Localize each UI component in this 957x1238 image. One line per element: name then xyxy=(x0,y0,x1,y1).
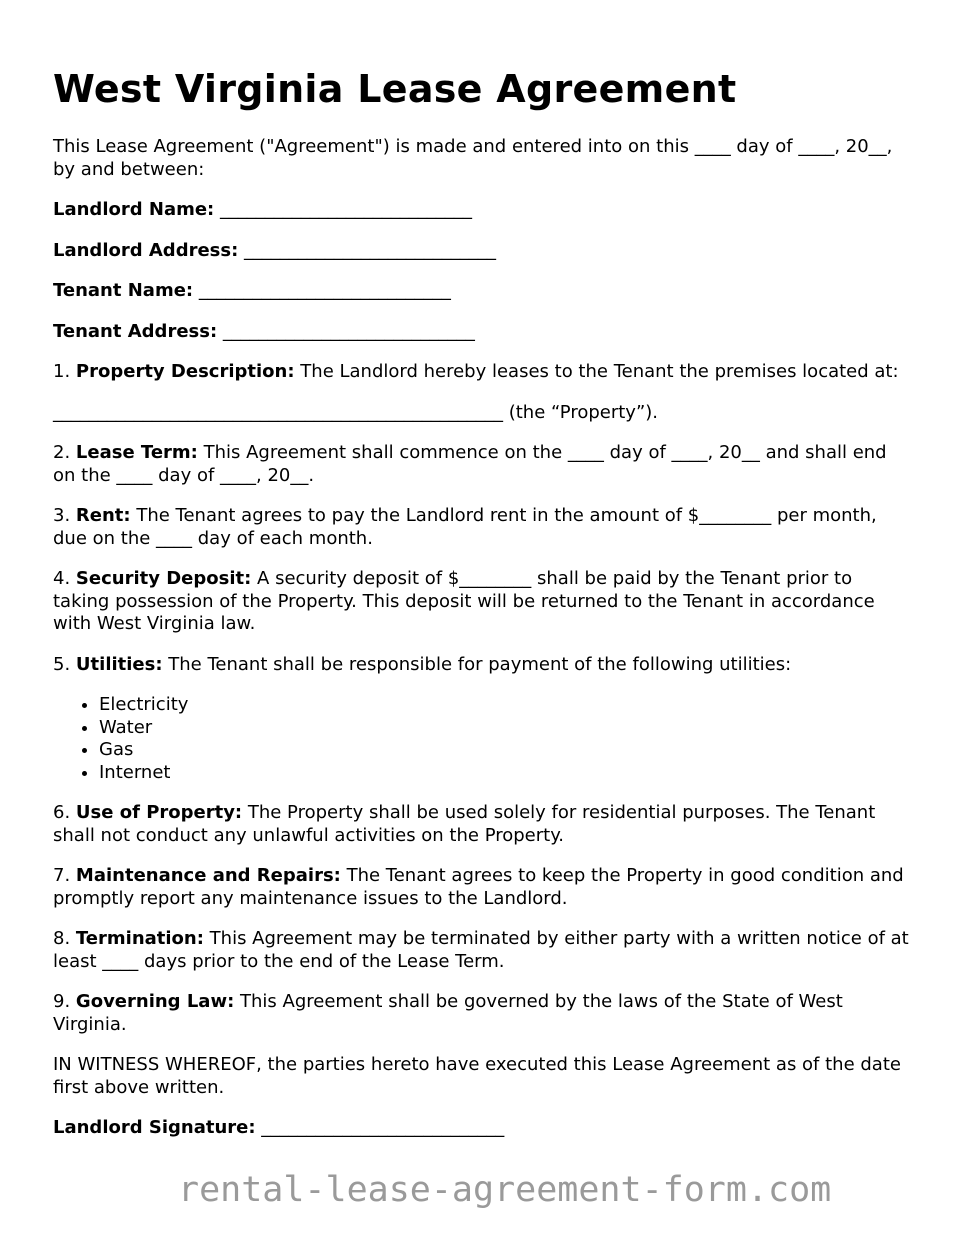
document-title: West Virginia Lease Agreement xyxy=(53,67,737,111)
section-rent xyxy=(53,505,913,550)
tenant-name-field xyxy=(53,280,913,303)
section-use-of-property xyxy=(53,802,913,847)
list-item: • Internet xyxy=(99,762,913,785)
field-label: Landlord Signature: xyxy=(53,1117,256,1138)
section-governing-law xyxy=(53,991,913,1036)
section-heading: Lease Term: xyxy=(75,442,198,463)
intro-paragraph: This Lease Agreement ("Agreement") is made and entered into on this ____ day of ____, 20__, by and between: xyxy=(53,136,893,180)
section-termination xyxy=(53,928,913,973)
section-heading: Governing Law: xyxy=(75,991,235,1012)
section-lease-term xyxy=(53,442,913,487)
section-number: 7. xyxy=(53,865,71,886)
section-heading: Utilities: xyxy=(75,653,163,675)
section-number: 3. xyxy=(53,505,71,526)
landlord-name-field xyxy=(53,199,913,222)
section-number: 6. xyxy=(53,802,71,823)
section-property-description xyxy=(53,361,913,384)
field-blank: ____________________________ xyxy=(244,239,497,261)
section-text: The Landlord hereby leases to the Tenant the premises located at: xyxy=(294,361,899,382)
section-text: The Property shall be used solely for residential purposes. The Tenant shall not conduct any unlawful activities on the Property. xyxy=(53,802,876,846)
property-address-line: __________________________________________________ (the “Property”). xyxy=(53,401,659,423)
field-label: Tenant Address: xyxy=(53,320,218,342)
section-text: This Agreement may be terminated by either party with a written notice of at least ____ days prior to the end of the Lease Term. xyxy=(53,928,909,972)
list-item: • Water xyxy=(99,717,913,740)
list-item: • Electricity xyxy=(99,694,913,717)
field-blank: ____________________________ xyxy=(198,280,451,301)
section-number: 4. xyxy=(53,568,71,589)
section-text: This Agreement shall commence on the ____ day of ____, 20__ and shall end on the ____ day of ____, 20__. xyxy=(53,442,887,486)
section-text: The Tenant shall be responsible for payment of the following utilities: xyxy=(162,653,792,675)
field-blank: ___________________________ xyxy=(261,1117,505,1138)
section-maintenance xyxy=(53,865,913,910)
section-number: 9. xyxy=(53,991,71,1012)
section-text: The Tenant agrees to keep the Property in good condition and promptly report any maintenance issues to the Landlord. xyxy=(53,865,904,909)
section-text: The Tenant agrees to pay the Landlord rent in the amount of $________ per month, due on the ____ day of each month. xyxy=(53,505,877,549)
section-number: 2. xyxy=(53,442,71,463)
section-number: 5. xyxy=(53,653,71,675)
utilities-list xyxy=(53,694,913,784)
field-label: Landlord Address: xyxy=(53,239,239,261)
section-heading: Security Deposit: xyxy=(75,568,252,589)
field-label: Landlord Name: xyxy=(53,199,215,220)
section-text: This Agreement shall be governed by the laws of the State of West Virginia. xyxy=(53,991,843,1035)
section-heading: Rent: xyxy=(75,505,131,526)
tenant-address-field xyxy=(53,321,913,344)
section-heading: Termination: xyxy=(75,928,204,949)
section-heading: Property Description: xyxy=(75,361,295,382)
watermark: rental-lease-agreement-form.com xyxy=(178,1170,832,1210)
section-heading: Maintenance and Repairs: xyxy=(75,865,341,886)
landlord-signature-field xyxy=(53,1117,913,1140)
field-blank: ____________________________ xyxy=(222,320,475,342)
section-security-deposit xyxy=(53,568,913,636)
field-blank: ____________________________ xyxy=(220,199,472,220)
list-item: • Gas xyxy=(99,739,913,762)
lease-document xyxy=(53,66,913,1158)
section-text: A security deposit of $________ shall be paid by the Tenant prior to taking possession of the Property. This deposit will be returned to the Tenant in accordance with West Virginia law. xyxy=(53,568,875,634)
witness-paragraph: IN WITNESS WHEREOF, the parties hereto have executed this Lease Agreement as of the date first above written. xyxy=(53,1054,901,1098)
section-number: 1. xyxy=(53,361,71,382)
landlord-address-field xyxy=(53,240,913,263)
field-label: Tenant Name: xyxy=(53,280,194,301)
section-utilities xyxy=(53,654,913,677)
section-number: 8. xyxy=(53,928,71,949)
section-heading: Use of Property: xyxy=(75,802,243,823)
